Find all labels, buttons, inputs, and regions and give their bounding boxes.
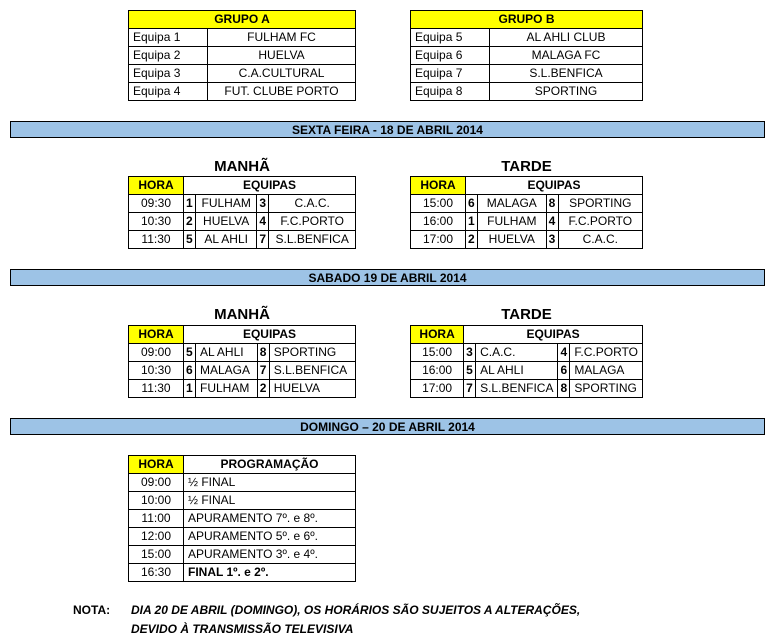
team-label: Equipa 8 xyxy=(411,83,490,101)
period-label-morning: MANHÃ xyxy=(214,158,270,175)
team-number: 2 xyxy=(466,231,478,249)
team-number: 2 xyxy=(257,380,269,398)
team-name: SPORTING xyxy=(558,195,642,213)
program-time: 15:00 xyxy=(129,546,184,564)
team-name: SPORTING xyxy=(269,344,355,362)
team-name: SPORTING xyxy=(490,83,643,101)
team-name: C.A.C. xyxy=(476,344,558,362)
period-label-afternoon: TARDE xyxy=(501,158,552,175)
team-label: Equipa 2 xyxy=(129,47,208,65)
team-label: Equipa 3 xyxy=(129,65,208,83)
schedule-table-sunday xyxy=(128,455,356,582)
team-number: 6 xyxy=(184,362,196,380)
team-number: 8 xyxy=(558,380,570,398)
team-number: 8 xyxy=(257,344,269,362)
team-number: 5 xyxy=(184,344,196,362)
team-name: FULHAM xyxy=(478,213,547,231)
programacao-header: PROGRAMAÇÃO xyxy=(184,456,356,474)
group-a-table xyxy=(128,10,356,101)
program-item: ½ FINAL xyxy=(184,492,356,510)
schedule-table-friday-afternoon xyxy=(410,176,643,249)
match-time: 10:30 xyxy=(129,362,184,380)
team-name: S.L.BENFICA xyxy=(476,380,558,398)
match-row xyxy=(411,231,643,249)
match-time: 17:00 xyxy=(411,231,466,249)
nota-label: NOTA: xyxy=(73,603,111,617)
day-banner-saturday: SABADO 19 DE ABRIL 2014 xyxy=(10,269,765,286)
day-banner-sunday: DOMINGO – 20 DE ABRIL 2014 xyxy=(10,418,765,435)
team-name: S.L.BENFICA xyxy=(269,362,355,380)
nota-line-2: DEVIDO À TRANSMISSÃO TELEVISIVA xyxy=(131,622,354,636)
team-number: 1 xyxy=(184,195,196,213)
team-name: F.C.PORTO xyxy=(570,344,643,362)
program-row xyxy=(129,564,356,582)
hora-header: HORA xyxy=(129,326,184,344)
hora-header: HORA xyxy=(411,177,466,195)
group-title: GRUPO A xyxy=(129,11,356,29)
team-number: 3 xyxy=(257,195,269,213)
team-number: 6 xyxy=(466,195,478,213)
team-name: HUELVA xyxy=(478,231,547,249)
team-name: AL AHLI xyxy=(196,231,257,249)
period-label-afternoon: TARDE xyxy=(501,306,552,323)
team-name: HUELVA xyxy=(269,380,355,398)
team-name: S.L.BENFICA xyxy=(269,231,356,249)
group-title: GRUPO B xyxy=(411,11,643,29)
team-name: AL AHLI xyxy=(196,344,258,362)
team-number: 4 xyxy=(546,213,558,231)
team-number: 8 xyxy=(546,195,558,213)
team-number: 7 xyxy=(257,231,269,249)
team-name: MALAGA FC xyxy=(490,47,643,65)
schedule-table-saturday-afternoon xyxy=(410,325,643,398)
team-name: C.A.CULTURAL xyxy=(208,65,356,83)
program-item: APURAMENTO 5º. e 6º. xyxy=(184,528,356,546)
match-row xyxy=(129,231,356,249)
team-name: AL AHLI CLUB xyxy=(490,29,643,47)
program-row xyxy=(129,546,356,564)
program-time: 11:00 xyxy=(129,510,184,528)
team-number: 4 xyxy=(558,344,570,362)
team-number: 7 xyxy=(464,380,476,398)
team-label: Equipa 4 xyxy=(129,83,208,101)
match-time: 09:30 xyxy=(129,195,184,213)
team-name: FULHAM FC xyxy=(208,29,356,47)
schedule-table-saturday-morning xyxy=(128,325,356,398)
team-name: FUT. CLUBE PORTO xyxy=(208,83,356,101)
match-time: 09:00 xyxy=(129,344,184,362)
program-item: APURAMENTO 7º. e 8º. xyxy=(184,510,356,528)
team-name: MALAGA xyxy=(196,362,258,380)
team-label: Equipa 6 xyxy=(411,47,490,65)
program-item: FINAL 1º. e 2º. xyxy=(184,564,356,582)
match-row xyxy=(129,362,356,380)
team-name: C.A.C. xyxy=(558,231,642,249)
program-row xyxy=(129,474,356,492)
team-name: SPORTING xyxy=(570,380,643,398)
team-name: AL AHLI xyxy=(476,362,558,380)
match-row xyxy=(411,195,643,213)
program-time: 09:00 xyxy=(129,474,184,492)
team-number: 4 xyxy=(257,213,269,231)
program-time: 12:00 xyxy=(129,528,184,546)
day-banner-friday: SEXTA FEIRA - 18 DE ABRIL 2014 xyxy=(10,121,765,138)
program-row xyxy=(129,528,356,546)
match-time: 16:00 xyxy=(411,213,466,231)
team-number: 3 xyxy=(464,344,476,362)
nota-line-1: DIA 20 DE ABRIL (DOMINGO), OS HORÁRIOS SÃO SUJEITOS A ALTERAÇÕES, xyxy=(131,603,581,617)
period-label-morning: MANHÃ xyxy=(214,306,270,323)
team-name: HUELVA xyxy=(208,47,356,65)
team-number: 6 xyxy=(558,362,570,380)
match-time: 11:30 xyxy=(129,380,184,398)
schedule-table-friday-morning xyxy=(128,176,356,249)
team-label: Equipa 5 xyxy=(411,29,490,47)
hora-header: HORA xyxy=(129,456,184,474)
match-row xyxy=(129,213,356,231)
team-number: 5 xyxy=(184,231,196,249)
program-time: 10:00 xyxy=(129,492,184,510)
program-item: APURAMENTO 3º. e 4º. xyxy=(184,546,356,564)
equipas-header: EQUIPAS xyxy=(466,177,643,195)
match-row xyxy=(129,344,356,362)
team-name: S.L.BENFICA xyxy=(490,65,643,83)
match-time: 16:00 xyxy=(411,362,464,380)
team-number: 5 xyxy=(464,362,476,380)
team-number: 7 xyxy=(257,362,269,380)
hora-header: HORA xyxy=(129,177,184,195)
match-time: 10:30 xyxy=(129,213,184,231)
team-number: 1 xyxy=(184,380,196,398)
hora-header: HORA xyxy=(411,326,464,344)
team-name: HUELVA xyxy=(196,213,257,231)
match-row xyxy=(411,213,643,231)
match-time: 15:00 xyxy=(411,344,464,362)
equipas-header: EQUIPAS xyxy=(184,326,356,344)
program-item: ½ FINAL xyxy=(184,474,356,492)
match-row xyxy=(411,380,643,398)
program-time: 16:30 xyxy=(129,564,184,582)
equipas-header: EQUIPAS xyxy=(464,326,643,344)
group-b-table xyxy=(410,10,643,101)
team-name: FULHAM xyxy=(196,195,257,213)
team-name: FULHAM xyxy=(196,380,258,398)
team-number: 3 xyxy=(546,231,558,249)
team-label: Equipa 1 xyxy=(129,29,208,47)
team-number: 1 xyxy=(466,213,478,231)
team-name: MALAGA xyxy=(478,195,547,213)
equipas-header: EQUIPAS xyxy=(184,177,356,195)
match-row xyxy=(129,380,356,398)
team-number: 2 xyxy=(184,213,196,231)
team-name: F.C.PORTO xyxy=(558,213,642,231)
match-row xyxy=(129,195,356,213)
team-label: Equipa 7 xyxy=(411,65,490,83)
match-time: 11:30 xyxy=(129,231,184,249)
team-name: C.A.C. xyxy=(269,195,356,213)
team-name: MALAGA xyxy=(570,362,643,380)
program-row xyxy=(129,510,356,528)
match-row xyxy=(411,344,643,362)
program-row xyxy=(129,492,356,510)
team-name: F.C.PORTO xyxy=(269,213,356,231)
match-time: 15:00 xyxy=(411,195,466,213)
match-row xyxy=(411,362,643,380)
match-time: 17:00 xyxy=(411,380,464,398)
